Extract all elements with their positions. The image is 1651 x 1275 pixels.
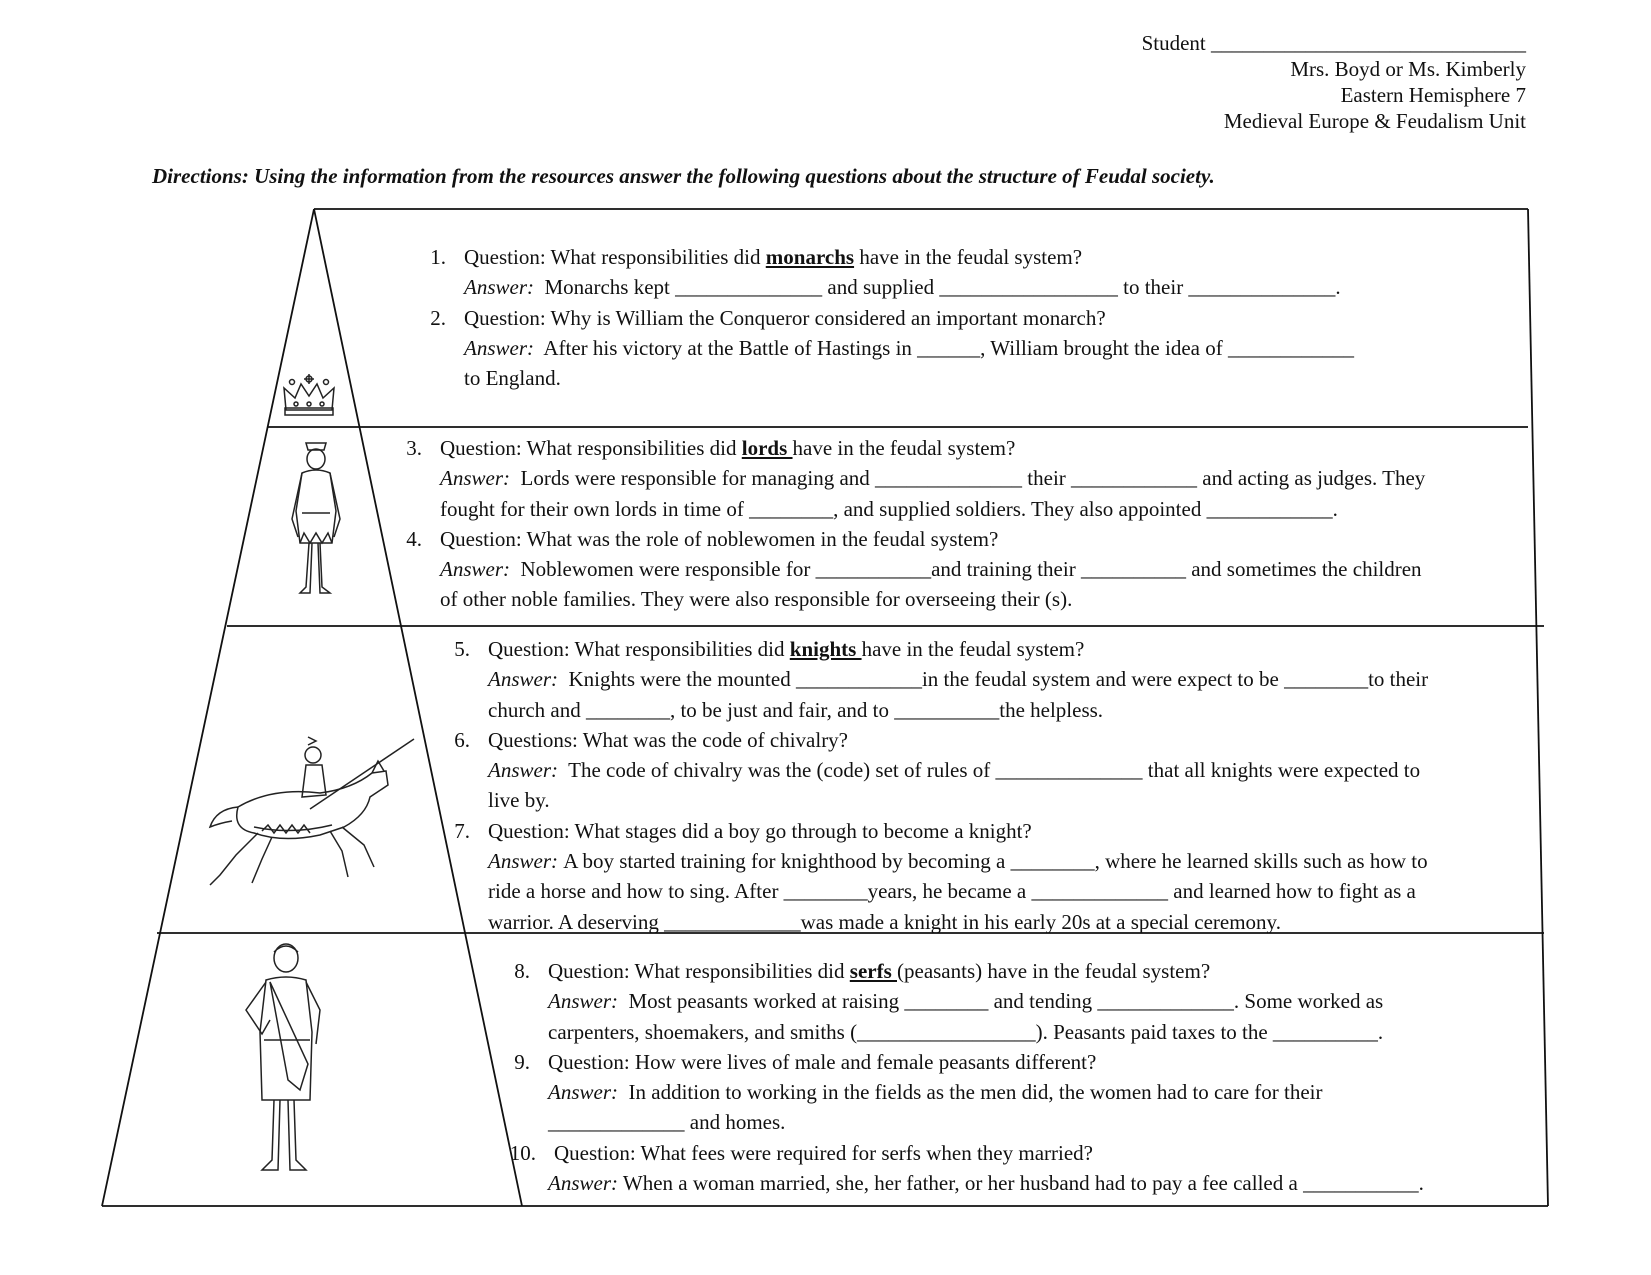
question-prefix: Question: What responsibilities did (488, 637, 790, 661)
answer-label: Answer: (548, 1080, 618, 1105)
answer-label: Answer: (488, 758, 558, 783)
answer-line[interactable] (464, 333, 1354, 363)
answer-label: Answer: (488, 667, 558, 692)
question-1 (430, 242, 1354, 303)
question-suffix: have in the feudal system? (792, 436, 1016, 460)
question-number: 4. (406, 526, 422, 551)
question-text: Question: How were lives of male and female peasants different? (548, 1049, 1097, 1074)
answer-line[interactable] (488, 664, 1428, 694)
answer-continuation: fought for their own lords in time of ________, and supplied soldiers. They also appointed ____________. (440, 496, 1338, 521)
answer-label: Answer: (464, 335, 534, 360)
answer-label: Answer: (440, 557, 510, 582)
question-number: 2. (430, 305, 446, 330)
lord-figure-icon (280, 437, 352, 599)
question-suffix: have in the feudal system? (861, 637, 1085, 661)
question-number: 7. (454, 818, 470, 843)
question-suffix: (peasants) have in the feudal system? (897, 959, 1211, 983)
answer-text: After his victory at the Battle of Hastings in ______, William brought the idea of ____________ (543, 335, 1354, 360)
knights-tier (454, 634, 1429, 937)
answer-continuation: to England. (464, 366, 561, 391)
answer-text: Noblewomen were responsible for ___________and training their __________ and sometimes the children (520, 557, 1422, 582)
answer-text: Monarchs kept ______________ and supplied _________________ to their ______________. (544, 275, 1341, 300)
course-name: Eastern Hemisphere 7 (1340, 83, 1526, 107)
answer-label: Answer: (488, 849, 558, 874)
question-text (440, 433, 1425, 463)
answer-text: Knights were the mounted ____________in the feudal system and were expect to be ________to their (568, 667, 1429, 692)
question-text (488, 634, 1428, 664)
answer-text: In addition to working in the fields as the men did, the women had to care for their (628, 1080, 1323, 1105)
question-8 (514, 956, 1424, 1047)
question-4 (406, 524, 1425, 615)
keyword-knights: knights (789, 637, 862, 661)
question-prefix: Question: What responsibilities did (464, 245, 766, 269)
question-7 (454, 816, 1428, 937)
question-text: Questions: What was the code of chivalry? (488, 727, 849, 752)
unit-name: Medieval Europe & Feudalism Unit (1223, 109, 1526, 133)
question-number: 8. (514, 959, 530, 983)
question-text (464, 242, 1354, 272)
answer-continuation: _____________ and homes. (548, 1110, 786, 1135)
answer-text: Most peasants worked at raising ________ and tending _____________. Some worked as (628, 989, 1384, 1014)
answer-line[interactable] (548, 986, 1424, 1016)
answer-continuation: ride a horse and how to sing. After ________years, he became a _____________ and learned how to fight as a (488, 879, 1416, 904)
answer-continuation-2: warrior. A deserving _____________was made a knight in his early 20s at a special ceremony. (488, 909, 1281, 934)
answer-text: A boy started training for knighthood by becoming a ________, where he learned skills such as how to (563, 849, 1428, 874)
crown-icon (280, 372, 338, 418)
question-number: 3. (406, 436, 422, 460)
answer-continuation: carpenters, shoemakers, and smiths (_________________). Peasants paid taxes to the __________. (548, 1019, 1384, 1044)
question-number: 5. (454, 637, 470, 661)
question-number: 10. (509, 1140, 536, 1165)
answer-line[interactable] (548, 1168, 1424, 1198)
answer-line[interactable] (464, 272, 1354, 302)
answer-text: When a woman married, she, her father, or her husband had to pay a fee called a ___________. (622, 1171, 1424, 1196)
question-number: 6. (454, 727, 470, 752)
question-2 (430, 303, 1354, 394)
question-9 (514, 1047, 1424, 1138)
directions: Directions: Using the information from the resources answer the following questions about the structure of Feudal society. (152, 164, 1215, 188)
answer-label: Answer: (548, 989, 618, 1014)
question-10 (509, 1138, 1424, 1199)
teacher-name: Mrs. Boyd or Ms. Kimberly (1290, 57, 1526, 81)
answer-label: Answer: (440, 466, 510, 491)
question-suffix: have in the feudal system? (854, 245, 1083, 269)
answer-line[interactable] (440, 463, 1425, 493)
question-3 (406, 433, 1426, 524)
answer-text: The code of chivalry was the (code) set of rules of ______________ that all knights were expected to (568, 758, 1421, 783)
keyword-monarchs: monarchs (765, 245, 855, 269)
question-text: Question: Why is William the Conqueror considered an important monarch? (464, 305, 1106, 330)
monarchs-tier (430, 242, 1354, 393)
answer-line[interactable] (488, 846, 1428, 876)
answer-line[interactable] (488, 755, 1428, 785)
question-number: 9. (514, 1049, 530, 1074)
question-text (548, 956, 1424, 986)
lords-tier (406, 433, 1426, 615)
answer-line[interactable] (548, 1077, 1424, 1107)
answer-line[interactable] (440, 554, 1425, 584)
answer-text: Lords were responsible for managing and ______________ their ____________ and acting as judges. They (520, 466, 1426, 491)
knight-on-horse-icon (202, 735, 420, 890)
question-prefix: Question: What responsibilities did (440, 436, 742, 460)
question-6 (454, 725, 1428, 816)
answer-label: Answer: (548, 1171, 618, 1196)
question-text: Question: What was the role of noblewomen in the feudal system? (440, 526, 999, 551)
student-name-line[interactable]: Student ______________________________ (1141, 31, 1526, 55)
question-number: 1. (430, 245, 446, 269)
question-text: Question: What fees were required for serfs when they married? (554, 1140, 1093, 1165)
peasant-figure-icon (240, 940, 330, 1180)
keyword-lords: lords (741, 436, 793, 460)
question-text: Question: What stages did a boy go through to become a knight? (488, 818, 1032, 843)
serfs-tier (509, 956, 1424, 1198)
answer-continuation: church and ________, to be just and fair, and to __________the helpless. (488, 697, 1104, 722)
answer-continuation: of other noble families. They were also responsible for overseeing their (s). (440, 587, 1073, 612)
question-5 (454, 634, 1429, 725)
answer-label: Answer: (464, 275, 534, 300)
question-prefix: Question: What responsibilities did (548, 959, 850, 983)
keyword-serfs: serfs (849, 959, 897, 983)
answer-continuation: live by. (488, 788, 550, 813)
